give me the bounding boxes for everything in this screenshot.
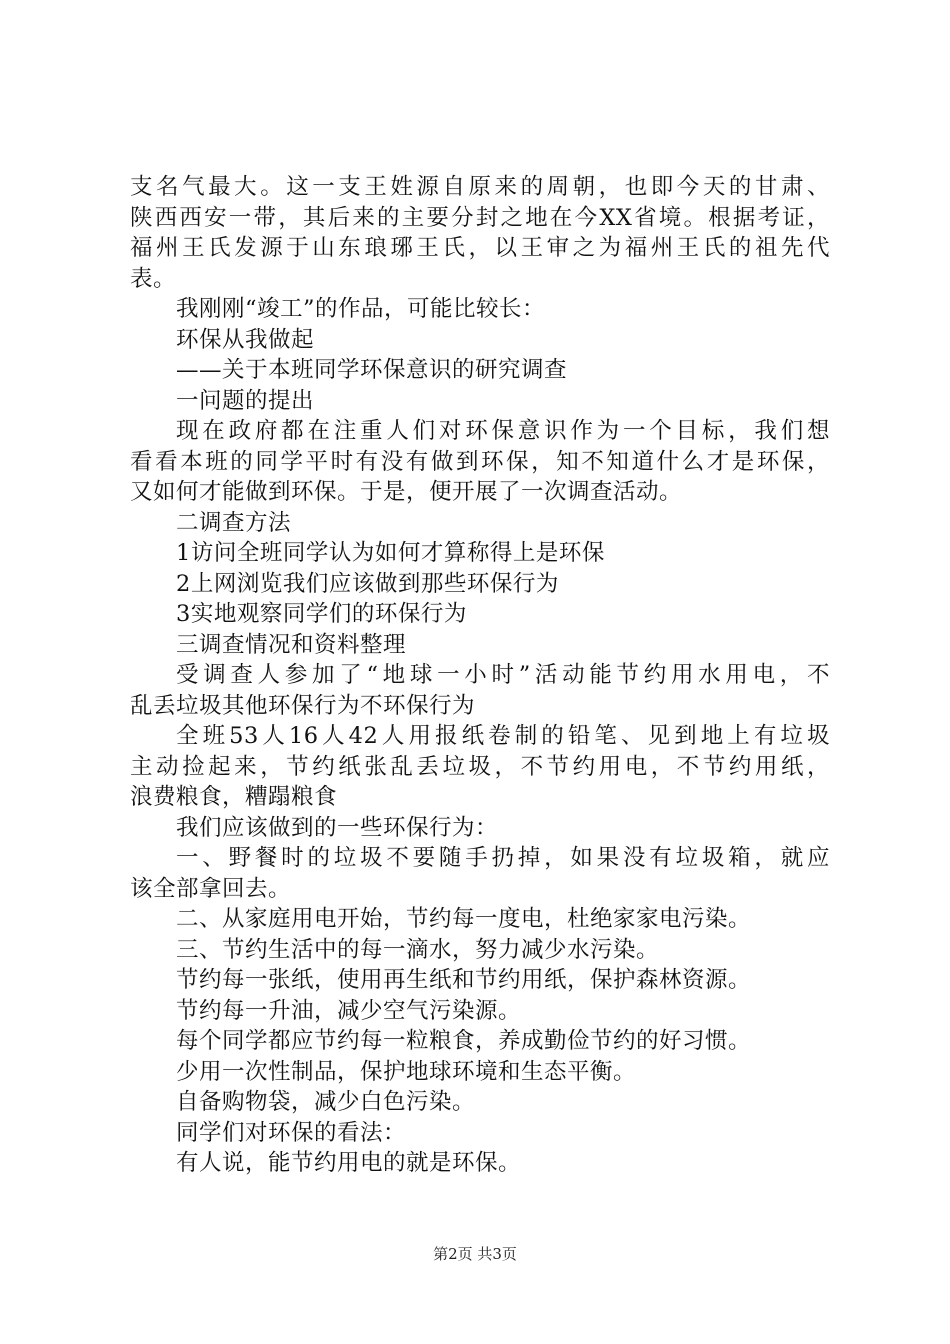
text-line: 三、节约生活中的每一滴水，努力减少水污染。 bbox=[176, 936, 660, 963]
text-line: 1访问全班同学认为如何才算称得上是环保 bbox=[176, 540, 605, 566]
text-line: 我刚刚“竣工”的作品，可能比较长： bbox=[176, 296, 546, 322]
text-line: 全班53人16人42人用报纸卷制的铅笔、见到地上有垃圾 bbox=[176, 723, 830, 749]
text-line: 三调查情况和资料整理 bbox=[176, 631, 407, 658]
text-line: 二、从家庭用电开始，节约每一度电，杜绝家家电污染。 bbox=[176, 906, 752, 932]
text-line: 二调查方法 bbox=[176, 509, 292, 536]
text-line: 现在政府都在注重人们对环保意识作为一个目标，我们想 bbox=[176, 418, 830, 444]
text-line: 同学们对环保的看法： bbox=[176, 1119, 407, 1146]
text-line: 主动捡起来，节约纸张乱丢垃圾，不节约用电，不节约用纸， bbox=[130, 753, 830, 780]
text-line: 环保从我做起 bbox=[176, 326, 315, 353]
text-line: 一、野餐时的垃圾不要随手扔掉，如果没有垃圾箱，就应 bbox=[176, 845, 830, 871]
text-line: 受调查人参加了“地球一小时”活动能节约用水用电，不 bbox=[176, 662, 830, 688]
page-footer: 第2页 共3页 bbox=[433, 1245, 517, 1263]
text-line: 节约每一张纸，使用再生纸和节约用纸，保护森林资源。 bbox=[176, 967, 752, 993]
text-line: 一问题的提出 bbox=[176, 387, 315, 414]
text-line: 自备购物袋，减少白色污染。 bbox=[176, 1089, 476, 1115]
text-line: 表。 bbox=[130, 265, 177, 292]
text-line: 每个同学都应节约每一粒粮食，养成勤俭节约的好习惯。 bbox=[176, 1028, 752, 1054]
text-line: 看看本班的同学平时有没有做到环保，知不知道什么才是环保， bbox=[130, 448, 830, 475]
text-line: 浪费粮食，糟蹋粮食 bbox=[130, 784, 338, 810]
text-line: 有人说，能节约用电的就是环保。 bbox=[176, 1150, 522, 1176]
text-line: 乱丢垃圾其他环保行为不环保行为 bbox=[130, 692, 476, 719]
text-line: 该全部拿回去。 bbox=[130, 875, 292, 902]
text-line: 福州王氏发源于山东琅琊王氏，以王审之为福州王氏的祖先代 bbox=[130, 235, 830, 261]
text-line: 陕西西安一带，其后来的主要分封之地在今XX省境。根据考证， bbox=[130, 204, 830, 231]
text-line: 又如何才能做到环保。于是，便开展了一次调查活动。 bbox=[130, 479, 683, 505]
document-body bbox=[130, 172, 830, 1179]
text-line: 2上网浏览我们应该做到那些环保行为 bbox=[176, 570, 559, 597]
text-line: 我们应该做到的一些环保行为： bbox=[176, 814, 499, 841]
text-line: 3实地观察同学们的环保行为 bbox=[176, 601, 467, 627]
text-line: 少用一次性制品，保护地球环境和生态平衡。 bbox=[176, 1058, 637, 1085]
text-line: ——关于本班同学环保意识的研究调查 bbox=[176, 357, 568, 383]
text-line: 节约每一升油，减少空气污染源。 bbox=[176, 997, 522, 1024]
text-line: 支名气最大。这一支王姓源自原来的周朝，也即今天的甘肃、 bbox=[130, 174, 830, 200]
